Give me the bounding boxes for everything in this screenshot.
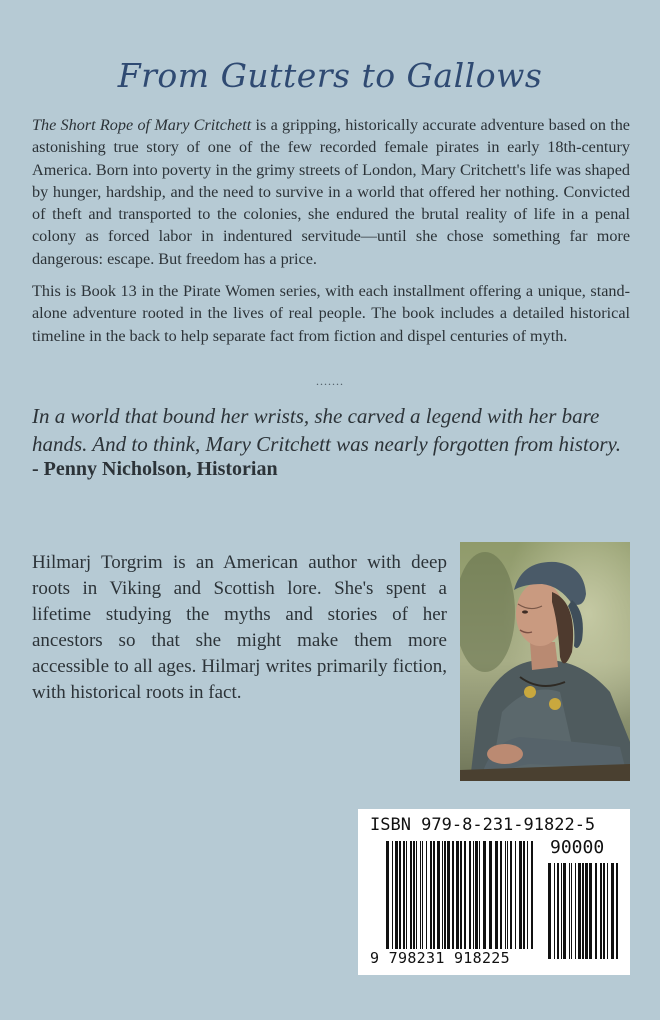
barcode-bar bbox=[395, 841, 398, 949]
barcode-bar bbox=[569, 863, 570, 959]
barcode-bar bbox=[483, 841, 486, 949]
barcode-bar bbox=[561, 863, 562, 959]
barcode-bar bbox=[447, 841, 450, 949]
barcode-bar bbox=[442, 841, 443, 949]
barcode-bar bbox=[392, 841, 393, 949]
barcode-bar bbox=[523, 841, 525, 949]
ean-digits: 9 798231 918225 bbox=[370, 949, 510, 967]
barcode-bar bbox=[505, 841, 506, 949]
barcode-bar bbox=[531, 841, 533, 949]
barcode-bar bbox=[507, 841, 508, 949]
barcode-bar bbox=[527, 841, 528, 949]
quote-attribution: - Penny Nicholson, Historian bbox=[32, 458, 278, 480]
barcode-bar bbox=[399, 841, 401, 949]
author-bio: Hilmarj Torgrim is an American author with deep roots in Viking and Scottish lore. She's spent a lifetime studying the myths and stories of her ancestors so that she might make them more accessible to all ages. Hilmarj writes primarily fiction, with historical roots in fact. bbox=[32, 552, 447, 703]
barcode-bar bbox=[500, 841, 502, 949]
blurb-paragraph-1 bbox=[32, 114, 630, 270]
barcode-bar bbox=[479, 841, 480, 949]
price-code: 90000 bbox=[550, 837, 605, 858]
book-name: The Short Rope of Mary Critchett bbox=[32, 116, 252, 134]
section-separator: ....... bbox=[316, 374, 344, 388]
barcode-bar bbox=[519, 841, 522, 949]
isbn-barcode bbox=[358, 809, 630, 975]
barcode-bar bbox=[406, 841, 407, 949]
barcode-bar bbox=[403, 841, 405, 949]
barcode-bar bbox=[456, 841, 459, 949]
barcode-bar bbox=[616, 863, 618, 959]
barcode-bar bbox=[600, 863, 602, 959]
barcode-bar bbox=[420, 841, 421, 949]
barcode-bar bbox=[475, 841, 478, 949]
barcode-bar bbox=[452, 841, 454, 949]
barcode-bar bbox=[585, 863, 588, 959]
barcode-bar bbox=[422, 841, 423, 949]
barcode-bar bbox=[473, 841, 474, 949]
back-cover-title: From Gutters to Gallows bbox=[117, 56, 543, 95]
barcode-bar bbox=[589, 863, 592, 959]
barcode-bar bbox=[444, 841, 446, 949]
review-quote: In a world that bound her wrists, she carved a legend with her bare hands. And to think, Mary Critchett was nearly forgotten from history. bbox=[32, 404, 621, 456]
barcode-bar bbox=[433, 841, 435, 949]
barcode-bar bbox=[557, 863, 559, 959]
barcode-bar bbox=[571, 863, 572, 959]
blurb-paragraph-2: This is Book 13 in the Pirate Women series, with each installment offering a unique, stand-alone adventure rooted in the lives of real people. The book includes a detailed historical timeline in the back to help separate fact from fiction and dispel centuries of myth. bbox=[32, 282, 630, 345]
barcode-bar bbox=[437, 841, 440, 949]
barcode-bar bbox=[603, 863, 605, 959]
barcode-bar bbox=[413, 841, 415, 949]
barcode-bar bbox=[469, 841, 471, 949]
barcode-bar bbox=[515, 841, 516, 949]
barcode-bar bbox=[554, 863, 555, 959]
barcode-bar bbox=[548, 863, 551, 959]
barcode-bar bbox=[464, 841, 466, 949]
barcode-bar bbox=[460, 841, 462, 949]
barcode-bar bbox=[430, 841, 432, 949]
author-portrait-image bbox=[460, 542, 630, 781]
barcode-bar bbox=[489, 841, 492, 949]
blurb-paragraph-1-text: is a gripping, historically accurate adventure based on the astonishing true story of one of the few recorded female pirates in early 18th-century America. Born into poverty in the grimy streets of London, Mary Critchett's life was shaped by hunger, hardship, and the need to survive in a world that offered her nothing. Convicted of theft and transported to the colonies, she endured the brutal reality of life in a penal colony as forced labor in indentured servitude—until she chose something far more dangerous: escape. But freedom has a price. bbox=[32, 116, 630, 268]
barcode-bar bbox=[575, 863, 576, 959]
barcode-bar bbox=[607, 863, 608, 959]
book-blurb bbox=[32, 114, 630, 347]
barcode-bar bbox=[386, 841, 389, 949]
author-photo bbox=[460, 542, 630, 781]
barcode-bar bbox=[578, 863, 581, 959]
barcode-bar bbox=[595, 863, 597, 959]
barcode-bar bbox=[426, 841, 427, 949]
barcode-bar bbox=[563, 863, 566, 959]
barcode-bar bbox=[416, 841, 417, 949]
barcode-bar bbox=[495, 841, 498, 949]
barcode-bar bbox=[582, 863, 584, 959]
isbn-label: ISBN 979-8-231-91822-5 bbox=[370, 815, 596, 835]
barcode-bar bbox=[611, 863, 614, 959]
barcode-bar bbox=[410, 841, 412, 949]
barcode-bar bbox=[510, 841, 512, 949]
